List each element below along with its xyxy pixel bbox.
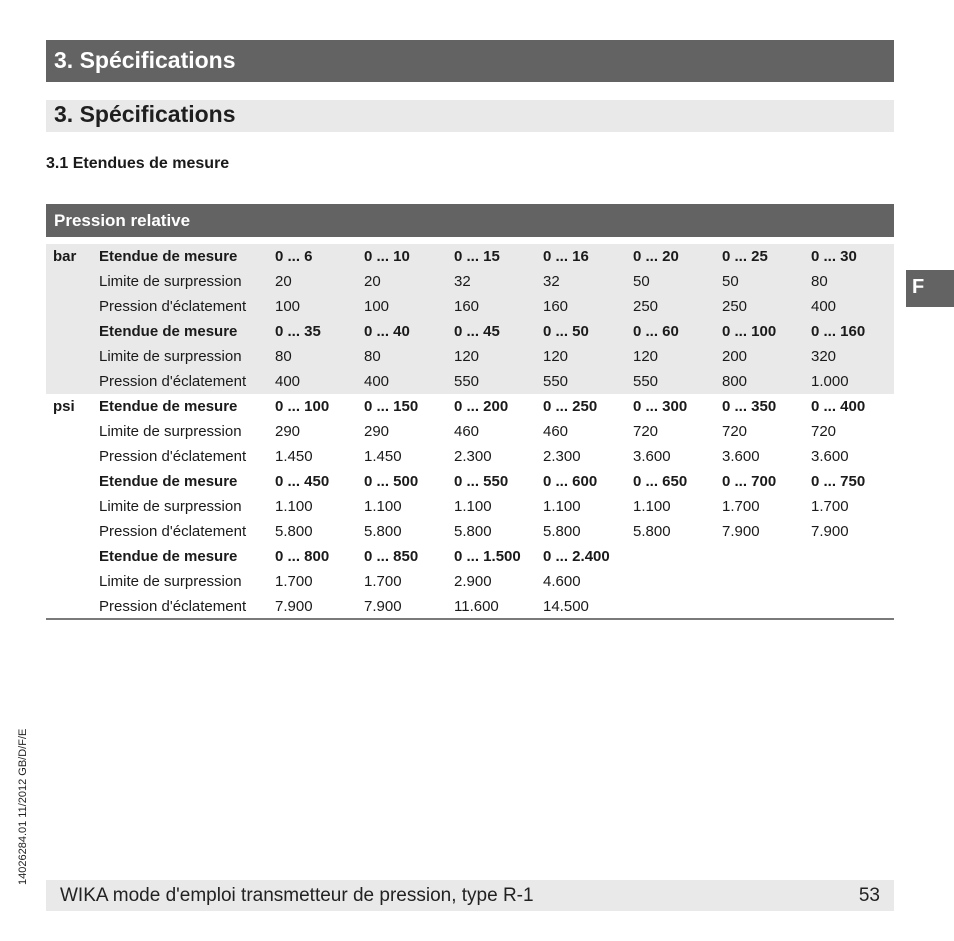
value-cell: 1.100 [364,498,402,515]
value-cell: 3.600 [633,448,671,465]
table-row [46,569,894,594]
value-cell: 0 ... 10 [364,248,410,265]
value-cell: 1.100 [543,498,581,515]
row-label: Etendue de mesure [99,548,238,565]
row-label: Pression d'éclatement [99,598,247,615]
value-cell: 550 [454,373,480,390]
unit-cell: bar [53,248,77,265]
value-cell: 720 [811,423,837,440]
value-cell: 32 [454,273,471,290]
table-row [46,344,894,369]
value-cell: 290 [364,423,390,440]
row-label: Etendue de mesure [99,398,238,415]
unit-cell: psi [53,398,75,415]
table-bottom-rule [46,618,894,620]
value-cell: 0 ... 50 [543,323,589,340]
value-cell: 0 ... 20 [633,248,679,265]
value-cell: 0 ... 700 [722,473,777,490]
section-title-light-bar [46,100,894,132]
value-cell: 20 [364,273,381,290]
pressure-table [46,244,894,619]
value-cell: 720 [633,423,659,440]
value-cell: 80 [364,348,381,365]
row-label: Pression d'éclatement [99,298,247,315]
value-cell: 0 ... 40 [364,323,410,340]
value-cell: 5.800 [364,523,402,540]
row-label: Etendue de mesure [99,473,238,490]
value-cell: 250 [633,298,659,315]
value-cell: 7.900 [275,598,313,615]
value-cell: 250 [722,298,748,315]
value-cell: 0 ... 15 [454,248,500,265]
value-cell: 0 ... 16 [543,248,589,265]
value-cell: 14.500 [543,598,589,615]
value-cell: 1.700 [275,573,313,590]
value-cell: 160 [543,298,569,315]
value-cell: 120 [454,348,480,365]
table-header: Pression relative [54,211,191,230]
value-cell: 0 ... 30 [811,248,857,265]
value-cell: 2.300 [454,448,492,465]
value-cell: 2.300 [543,448,581,465]
value-cell: 0 ... 160 [811,323,866,340]
table-row [46,469,894,494]
value-cell: 0 ... 45 [454,323,500,340]
value-cell: 400 [811,298,837,315]
value-cell: 0 ... 200 [454,398,509,415]
table-header-bar [46,204,894,237]
value-cell: 0 ... 300 [633,398,688,415]
value-cell: 11.600 [454,598,499,615]
value-cell: 0 ... 25 [722,248,768,265]
value-cell: 0 ... 100 [275,398,330,415]
page-number: 53 [858,885,880,906]
value-cell: 100 [275,298,301,315]
table-row [46,319,894,344]
value-cell: 0 ... 350 [722,398,777,415]
value-cell: 0 ... 2.400 [543,548,610,565]
row-label: Pression d'éclatement [99,523,247,540]
table-row [46,544,894,569]
value-cell: 550 [543,373,569,390]
row-label: Limite de surpression [99,573,242,590]
value-cell: 7.900 [722,523,760,540]
value-cell: 1.000 [811,373,849,390]
value-cell: 0 ... 250 [543,398,598,415]
value-cell: 20 [275,273,292,290]
table-row [46,294,894,319]
row-label: Limite de surpression [99,423,242,440]
value-cell: 290 [275,423,301,440]
value-cell: 0 ... 6 [275,248,313,265]
value-cell: 5.800 [454,523,492,540]
row-label: Pression d'éclatement [99,448,247,465]
table-row [46,594,894,619]
value-cell: 32 [543,273,560,290]
table-row [46,519,894,544]
value-cell: 460 [454,423,480,440]
value-cell: 7.900 [811,523,849,540]
value-cell: 460 [543,423,569,440]
value-cell: 120 [543,348,569,365]
table-row [46,444,894,469]
section-title-light: 3. Spécifications [54,101,236,127]
value-cell: 5.800 [633,523,671,540]
table-row [46,494,894,519]
value-cell: 0 ... 600 [543,473,598,490]
row-label: Limite de surpression [99,273,242,290]
value-cell: 80 [811,273,828,290]
value-cell: 320 [811,348,837,365]
value-cell: 1.700 [364,573,402,590]
value-cell: 50 [633,273,650,290]
value-cell: 1.700 [811,498,849,515]
section-title-dark: 3. Spécifications [54,47,236,73]
value-cell: 1.450 [275,448,313,465]
row-label: Limite de surpression [99,348,242,365]
value-cell: 80 [275,348,292,365]
value-cell: 0 ... 35 [275,323,321,340]
value-cell: 1.100 [633,498,671,515]
value-cell: 50 [722,273,739,290]
section-title-dark-bar [46,40,894,82]
value-cell: 0 ... 60 [633,323,679,340]
value-cell: 0 ... 750 [811,473,866,490]
value-cell: 0 ... 500 [364,473,419,490]
value-cell: 0 ... 100 [722,323,777,340]
value-cell: 0 ... 550 [454,473,509,490]
value-cell: 1.100 [275,498,313,515]
subsection-title: 3.1 Etendues de mesure [46,155,230,172]
row-label: Etendue de mesure [99,248,238,265]
table-row [46,419,894,444]
value-cell: 3.600 [811,448,849,465]
value-cell: 550 [633,373,659,390]
footer-text: WIKA mode d'emploi transmetteur de pression, type R-1 [60,885,534,906]
value-cell: 5.800 [275,523,313,540]
value-cell: 1.450 [364,448,402,465]
table-row [46,369,894,394]
value-cell: 0 ... 800 [275,548,330,565]
value-cell: 7.900 [364,598,402,615]
value-cell: 2.900 [454,573,492,590]
language-tab-label: F [912,276,925,298]
value-cell: 0 ... 400 [811,398,866,415]
value-cell: 4.600 [543,573,581,590]
row-label: Limite de surpression [99,498,242,515]
value-cell: 1.100 [454,498,492,515]
value-cell: 0 ... 150 [364,398,419,415]
table-row [46,269,894,294]
table-row [46,394,894,419]
value-cell: 100 [364,298,390,315]
value-cell: 160 [454,298,480,315]
language-tab [906,270,954,307]
value-cell: 3.600 [722,448,760,465]
value-cell: 5.800 [543,523,581,540]
value-cell: 0 ... 450 [275,473,330,490]
value-cell: 0 ... 1.500 [454,548,521,565]
document-code: 14026284.01 11/2012 GB/D/F/E [17,728,29,885]
value-cell: 400 [275,373,301,390]
value-cell: 1.700 [722,498,760,515]
value-cell: 0 ... 650 [633,473,688,490]
value-cell: 200 [722,348,748,365]
row-label: Pression d'éclatement [99,373,247,390]
value-cell: 400 [364,373,390,390]
row-label: Etendue de mesure [99,323,238,340]
table-row [46,244,894,269]
value-cell: 120 [633,348,659,365]
footer-bar [46,880,894,911]
value-cell: 0 ... 850 [364,548,419,565]
value-cell: 800 [722,373,748,390]
value-cell: 720 [722,423,748,440]
